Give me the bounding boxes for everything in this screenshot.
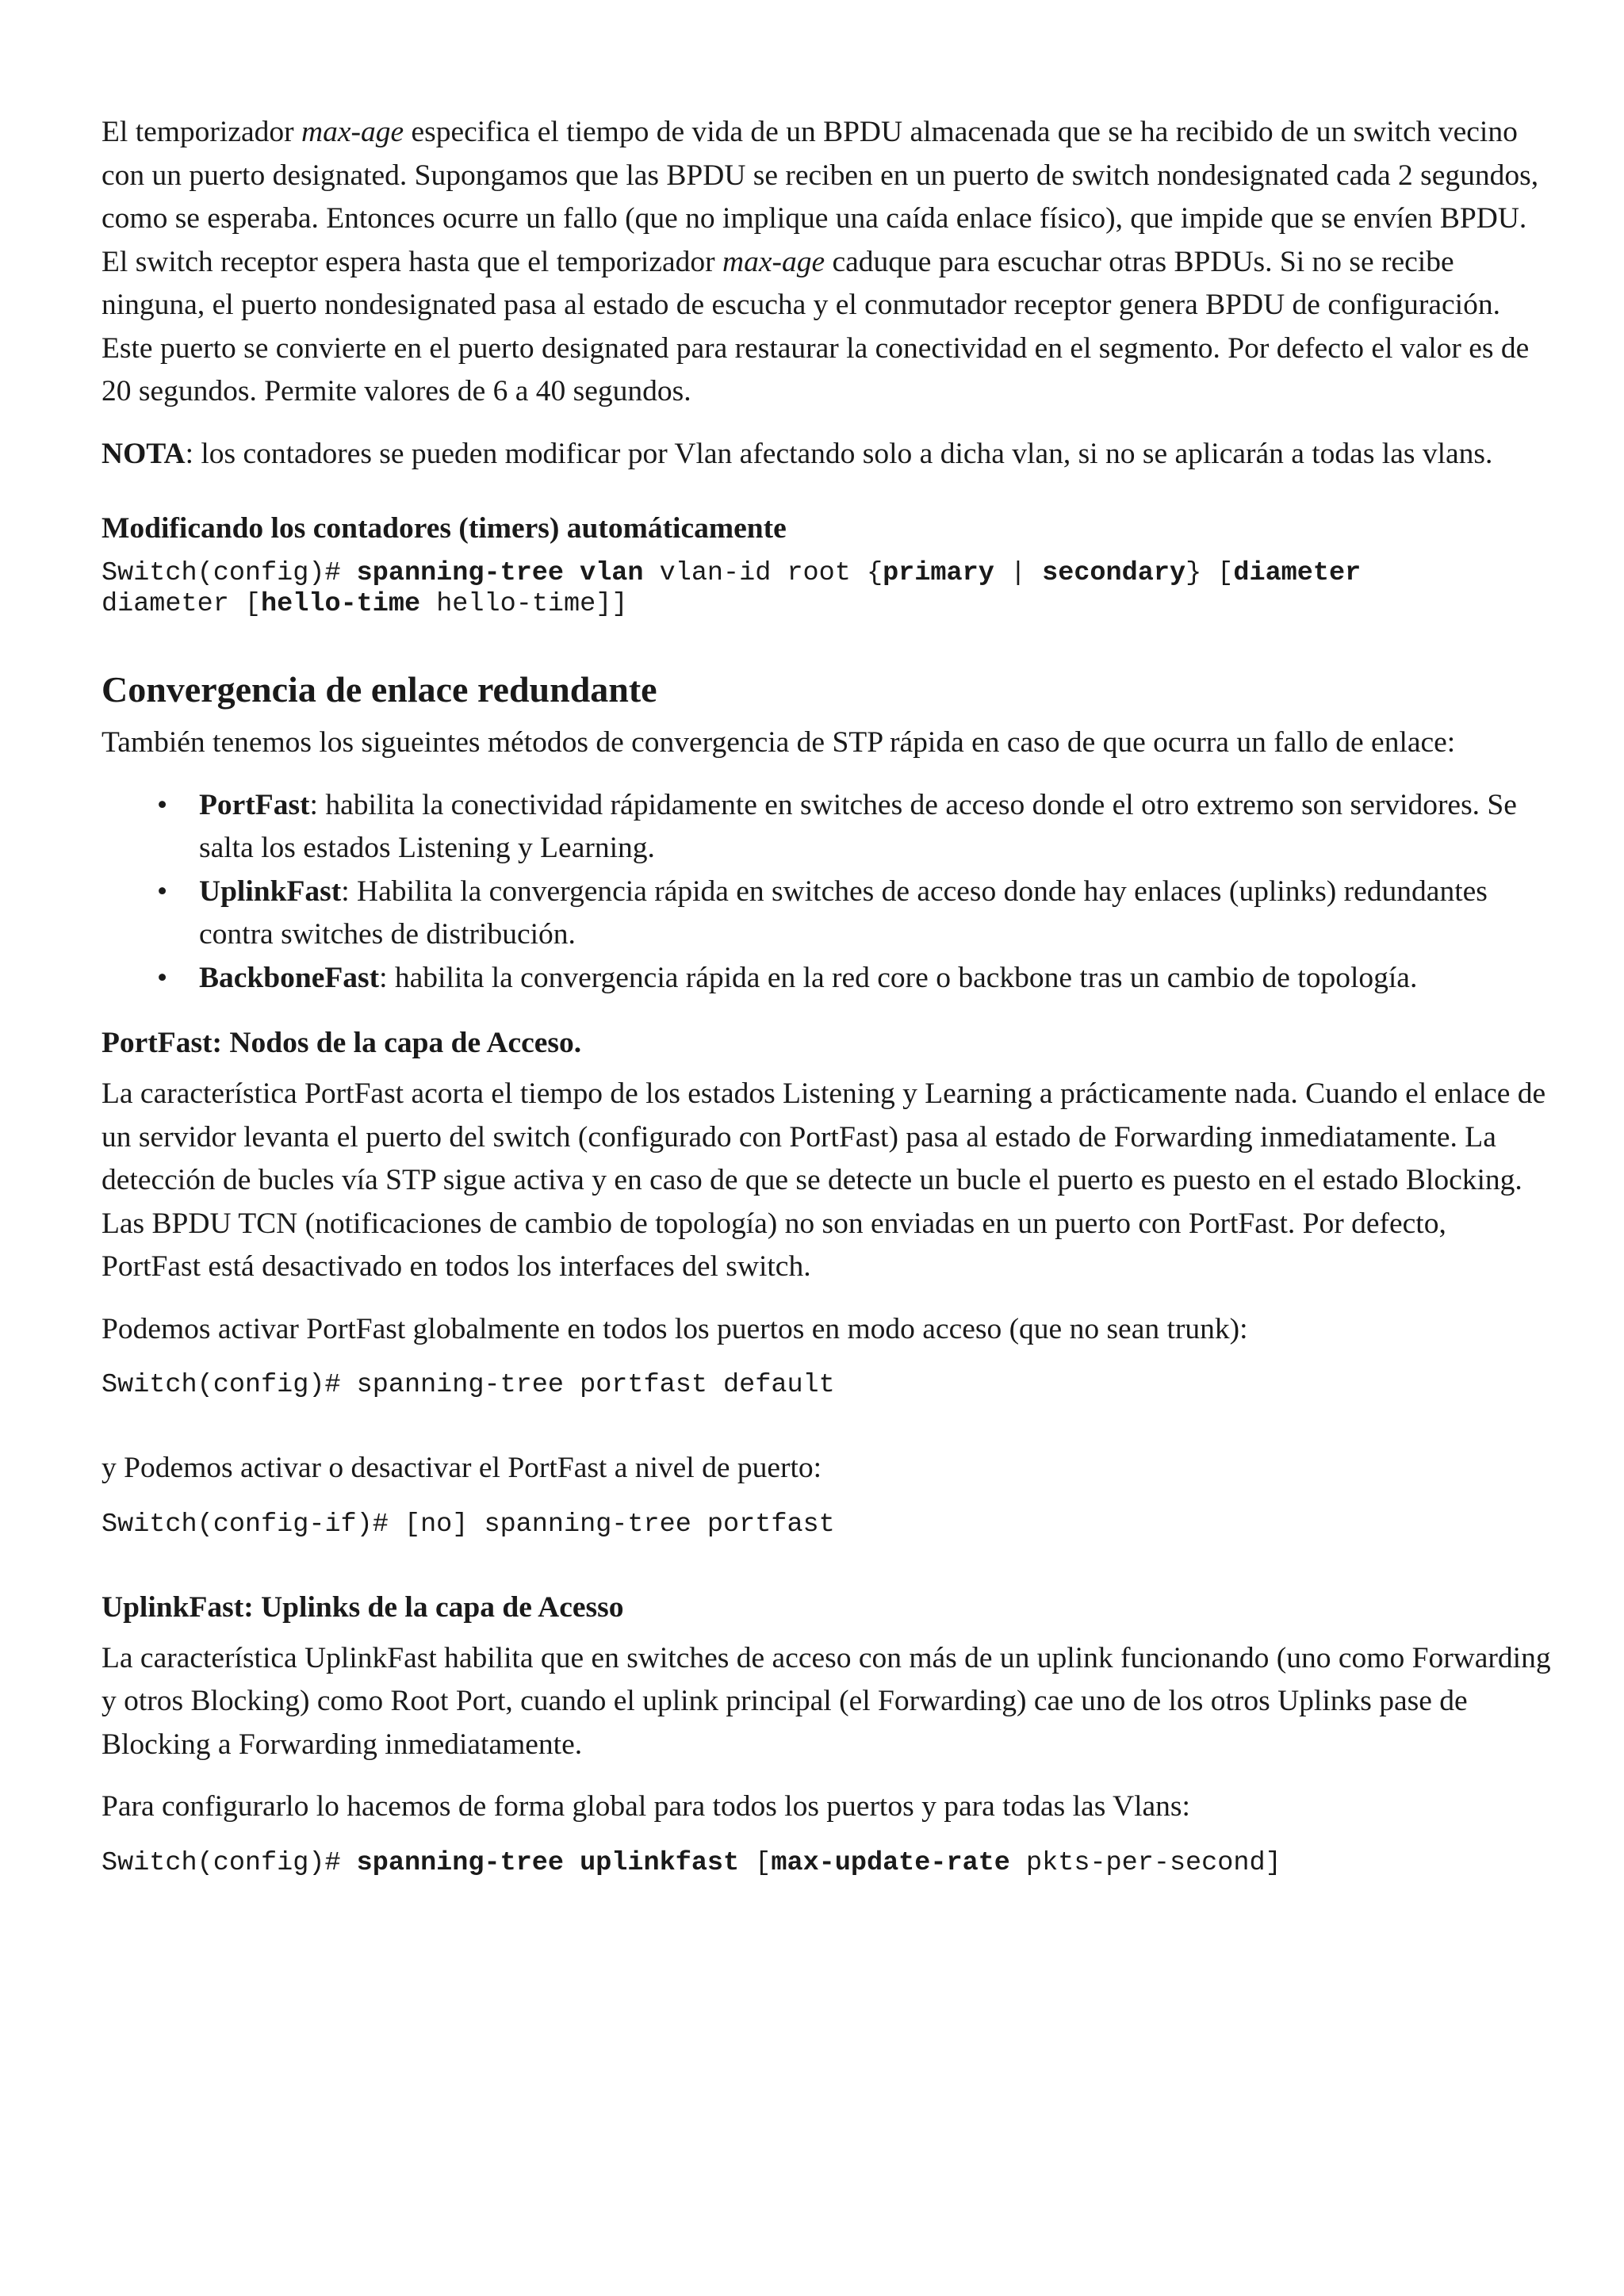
- code-keyword: spanning-tree vlan: [356, 558, 644, 588]
- list-item: [102, 784, 1553, 871]
- convergence-intro: También tenemos los sigueintes métodos de convergencia de STP rápida en caso de que ocurra un fallo de enlace:: [102, 726, 1456, 759]
- code-keyword: max-update-rate: [771, 1847, 1010, 1878]
- list-item: [102, 957, 1553, 1001]
- list-item-text: : habilita la convergencia rápida en la red core o backbone tras un cambio de topología.: [379, 961, 1418, 994]
- bullet-icon: •: [157, 788, 168, 821]
- uplinkfast-heading: UplinkFast: Uplinks de la capa de Acesso: [102, 1590, 624, 1624]
- portfast-port-text: y Podemos activar o desactivar el PortFast a nivel de puerto:: [102, 1452, 822, 1484]
- bullet-icon: •: [157, 961, 168, 994]
- list-item: [102, 871, 1553, 957]
- uplinkfast-config-text: Para configurarlo lo hacemos de forma global para todos los puertos y para todas las Vlans:: [102, 1790, 1190, 1823]
- code-keyword: spanning-tree uplinkfast: [356, 1847, 740, 1878]
- list-item-text: : habilita la conectividad rápidamente en switches de acceso donde el otro extremo son servidores. Se salta los estados Listening y Learning.: [199, 788, 1517, 864]
- code-plain: } [: [1185, 558, 1234, 588]
- code-plain: hello-time]]: [420, 589, 628, 619]
- code-plain: diameter [: [102, 589, 262, 619]
- code-plain: |: [994, 558, 1043, 588]
- list-item-term: BackboneFast: [199, 961, 380, 994]
- code-plain: pkts-per-second]: [1009, 1847, 1281, 1878]
- portfast-paragraph: La característica PortFast acorta el tiempo de los estados Listening y Learning a prácticamente nada. Cuando el enlace de un servidor levanta el puerto del switch (configurado con PortFast) pasa al estado de Forwarding inmediatamente. La detección de bucles vía STP sigue activa y en caso de que se detecte un bucle el puerto es puesto en el estado Blocking. Las BPDU TCN (notificaciones de cambio de topología) no son enviadas en un puerto con PortFast. Por defecto, PortFast está desactivado en todos los interfaces del switch.: [102, 1077, 1546, 1283]
- code-keyword: diameter: [1233, 558, 1362, 588]
- nota-label: NOTA: [102, 437, 186, 470]
- code-plain: [: [739, 1847, 772, 1878]
- convergence-heading: Convergencia de enlace redundante: [102, 669, 657, 710]
- command-portfast-interface: Switch(config-if)# [no] spanning-tree portfast: [102, 1509, 835, 1540]
- max-age-term: max-age: [301, 116, 404, 148]
- text-span: caduque para escuchar otras BPDUs. Si no se recibe ninguna, el puerto nondesignated pasa al estado de escucha y el conmutador receptor genera BPDU de configuración. Este puerto se convierte en el puerto designated para restaurar la conectividad en el segmento. Por defecto el valor es de 20 segundos. Permite valores de 6 a 40 segundos.: [102, 245, 1530, 408]
- list-item-term: UplinkFast: [199, 874, 342, 908]
- max-age-term: max-age: [722, 245, 825, 278]
- list-item-term: PortFast: [199, 788, 310, 821]
- text-span: El temporizador: [102, 116, 301, 148]
- document-page: [102, 111, 1553, 1898]
- code-plain: Switch(config)#: [102, 1847, 357, 1878]
- convergence-methods-list: [102, 784, 1553, 1001]
- command-spanning-tree-root: [102, 558, 1553, 620]
- bullet-icon: •: [157, 874, 168, 908]
- nota-paragraph: [102, 433, 1553, 476]
- portfast-global-text: Podemos activar PortFast globalmente en todos los puertos en modo acceso (que no sean trunk):: [102, 1312, 1248, 1345]
- code-keyword: secondary: [1042, 558, 1186, 588]
- command-uplinkfast: [102, 1848, 1553, 1879]
- code-plain: Switch(config)#: [102, 558, 357, 588]
- command-portfast-default: Switch(config)# spanning-tree portfast default: [102, 1370, 835, 1400]
- code-plain: vlan-id root {: [643, 558, 883, 588]
- list-item-text: : Habilita la convergencia rápida en switches de acceso donde hay enlaces (uplinks) redundantes contra switches de distribución.: [199, 874, 1488, 951]
- uplinkfast-paragraph: La característica UplinkFast habilita que en switches de acceso con más de un uplink funcionando (uno como Forwarding y otros Blocking) como Root Port, cuando el uplink principal (el Forwarding) cae uno de los otros Uplinks pase de Blocking a Forwarding inmediatamente.: [102, 1641, 1551, 1761]
- nota-text: : los contadores se pueden modificar por Vlan afectando solo a dicha vlan, si no se aplicarán a todas las vlans.: [185, 437, 1493, 470]
- timers-heading: Modificando los contadores (timers) automáticamente: [102, 512, 787, 545]
- max-age-paragraph: [102, 111, 1553, 414]
- portfast-heading: PortFast: Nodos de la capa de Acceso.: [102, 1027, 582, 1059]
- code-keyword: hello-time: [261, 589, 421, 619]
- text-span: especifica el tiempo de vida de un BPDU almacenada que se ha recibido de un switch vecino con un puerto designated. Supongamos que las BPDU se reciben en un puerto de switch nondesignated cada 2 segundos, como se esperaba. Entonces ocurre un fallo (que no implique una caída enlace físico), que impide que se envíen BPDU. El switch receptor espera hasta que el temporizador: [102, 116, 1539, 278]
- code-keyword: primary: [883, 558, 994, 588]
